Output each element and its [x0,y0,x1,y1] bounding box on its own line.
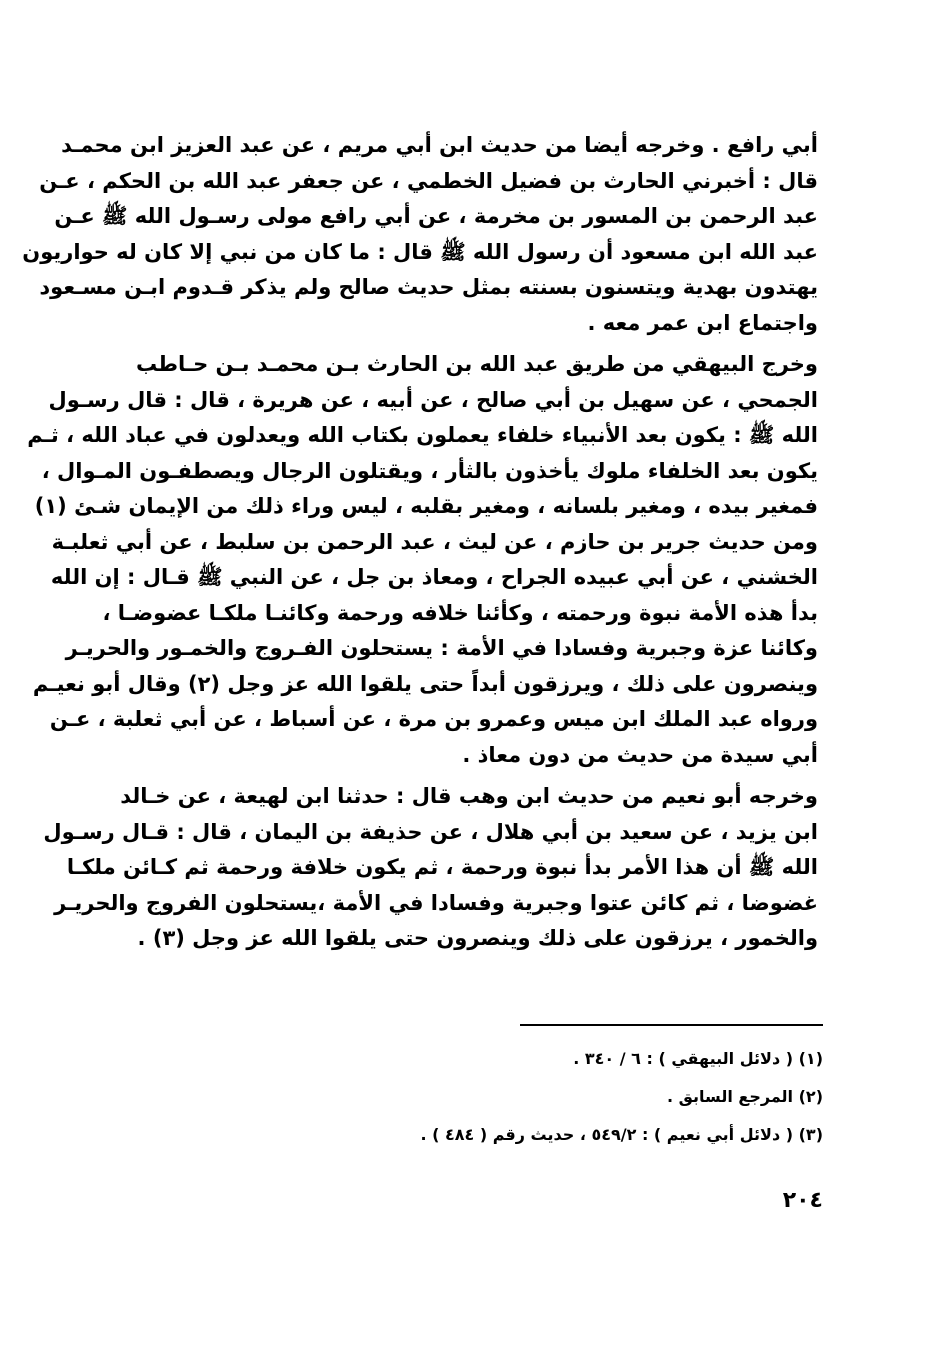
text-line: الخشني ، عن أبي عبيده الجراح ، ومعاذ بن جل ، عن النبي ﷺ قـال : إن الله [50,565,818,589]
paragraph-start-line: وخرجه أبو نعيم من حديث ابن وهب قال : حدثنا ابن لهيعة ، عن خـالد [120,784,818,808]
text-line: أبي سيدة من حديث من دون معاذ . [462,742,818,767]
text-line: عبد الرحمن بن المسور بن مخرمة ، عن أبي رافع مولى رسـول الله ﷺ عـن [54,204,818,228]
text-line: أبي رافع . وخرجه أيضا من حديث ابن أبي مريم ، عن عبد العزيز ابن محمـد [61,133,818,157]
page-number: ٢٠٤ [782,1188,823,1213]
text-line: بدأ هذه الأمة نبوة ورحمته ، وكأئنا خلافه ورحمة وكائنـا ملكـا عضوضـا ، [102,600,818,625]
text-line: وكائنا عزة وجبرية وفسادا في الأمة : يستحلون الفـروج والخمـور والحريـر [65,636,818,660]
text-line: عبد الله ابن مسعود أن رسول الله ﷺ قال : ما كان من نبي إلا كان له حواريون [22,239,818,264]
text-line: يهتدون بهدية ويتسنون بسنته بمثل حديث صالح ولم يذكر قـدوم ابـن مسـعود [39,275,818,299]
footnote-3: (٣) ( دلائل أبي نعيم ) : ٥٤٩/٢ ، حديث رقم ( ٤٨٤ ) . [420,1125,823,1144]
footnotes [300,1040,823,1154]
text-line: الله ﷺ : يكون بعد الأنبياء خلفاء يعملون بكتاب الله ويعدلون في عباد الله ، ثـم [27,423,818,447]
text-line: واجتماع ابن عمر معه . [587,310,818,335]
text-line: ورواه عبد الملك ابن ميس وعمرو بن مرة ، عن أسباط ، عن أبي ثعلبة ، عـن [49,707,818,731]
text-line: قال : أخبرني الحارث بن فضيل الخطمي ، عن جعفر عبد الله بن الحكم ، عـن [39,168,818,193]
main-text [22,128,818,957]
footnote-separator [520,1024,823,1026]
text-line: ومن حديث جرير بن حازم ، عن ليث ، عبد الرحمن بن سلبط ، عن أبي ثعلبـة [51,529,818,554]
footnote-1: (١) ( دلائل البيهقي ) : ٦ / ٣٤٠ . [573,1049,823,1068]
text-line: وينصرون على ذلك ، ويرزقون أبداً حتى يلقوا الله عز وجل (٢) وقال أبو نعيـم [32,671,818,696]
text-line: غضوضا ، ثم كائن عتوا وجبرية وفسادا في الأمة ،يستحلون الفروج والحريـر [54,890,818,915]
paragraph-start-line: وخرج البيهقي من طريق عبد الله بن الحارث بـن محمـد بـن حـاطب [136,352,818,376]
footnote-2: (٢) المرجع السابق . [666,1087,823,1106]
text-line: الله ﷺ أن هذا الأمر بدأ نبوة ورحمة ، ثم يكون خلافة ورحمة ثم كـائن ملكـا [66,855,818,879]
text-line: والخمور ، يرزقون على ذلك وينصرون حتى يلقوا الله عز وجل (٣) . [137,926,818,950]
text-line: الجمحي ، عن سهيل بن أبي صالح ، عن أبيه ، عن هريرة ، قال : قال رسـول [48,387,818,412]
text-line: يكون بعد الخلفاء ملوك يأخذون بالثأر ، ويقتلون الرجال ويصطفـون المـوال ، [41,458,818,483]
text-line: فمغير بيده ، ومغير بلسانه ، ومغير بقلبه ، ليس وراء ذلك من الإيمان شـئ (١) [34,494,818,518]
text-line: ابن يزيد ، عن سعيد بن أبي هلال ، عن حذيفة بن اليمان ، قال : قـال رسـول [43,819,818,844]
